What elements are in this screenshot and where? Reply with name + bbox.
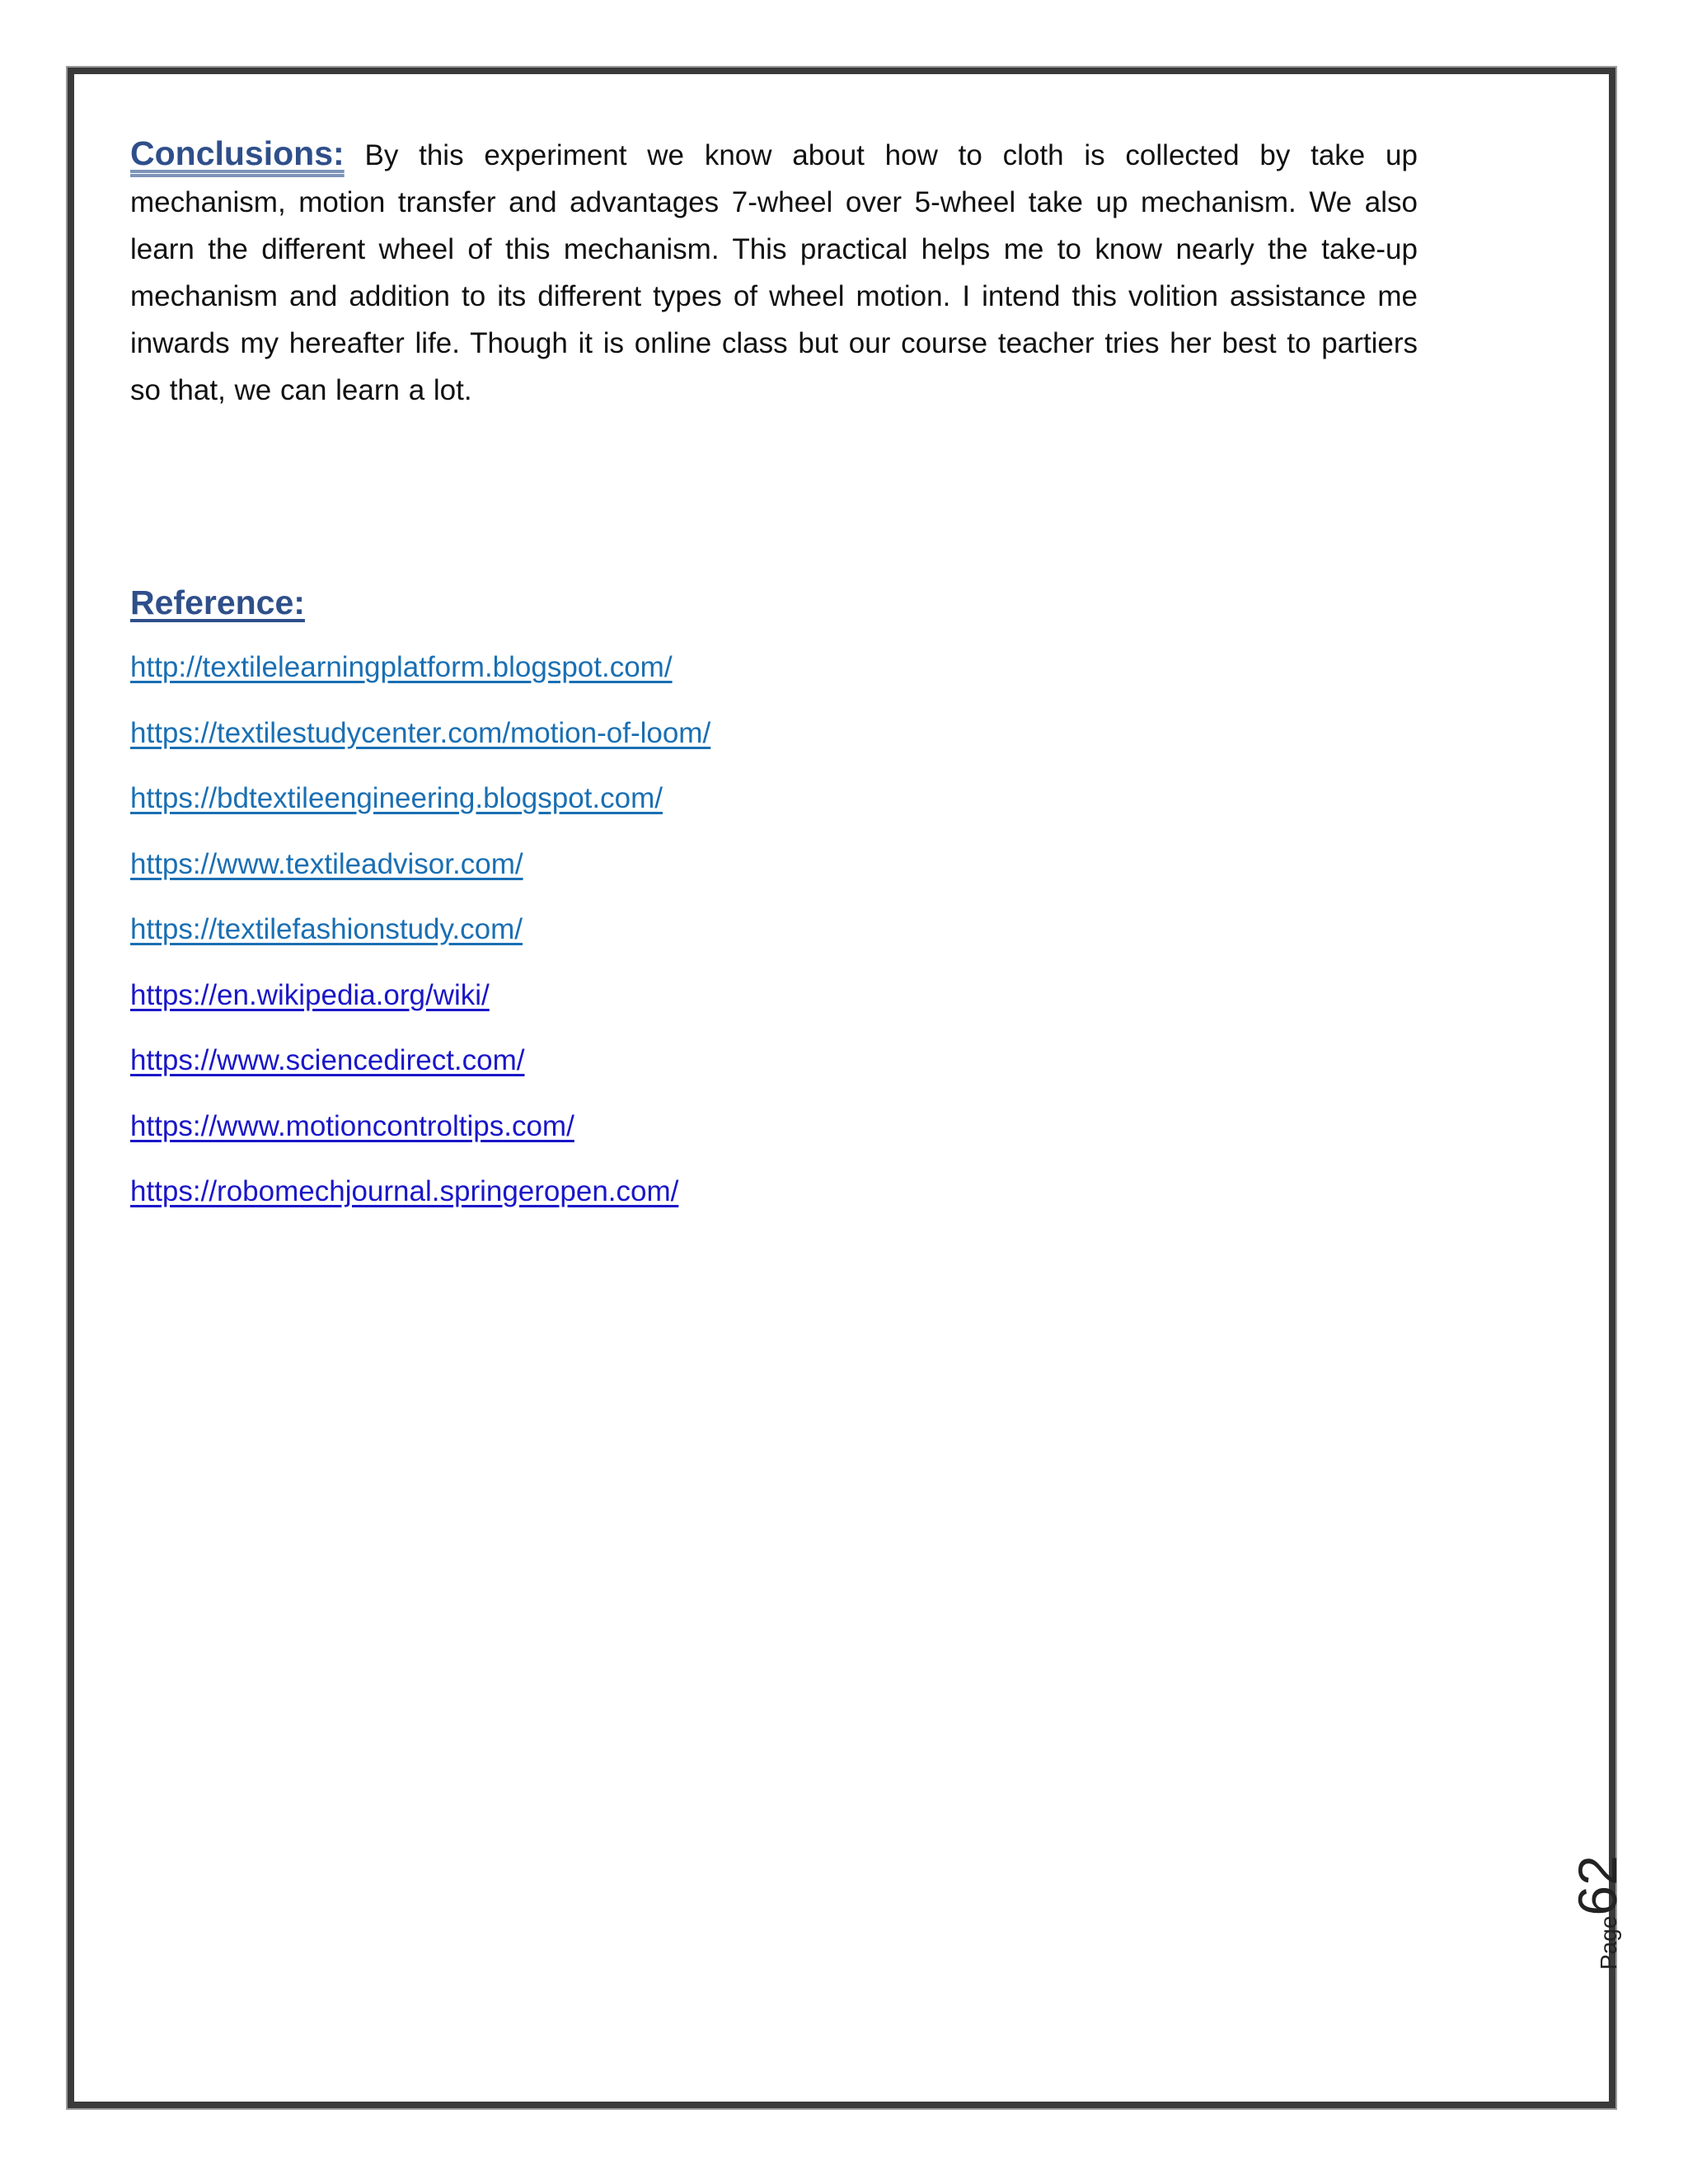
reference-link[interactable]: https://robomechjournal.springeropen.com/ (130, 1175, 679, 1207)
list-item (130, 979, 710, 1045)
list-item (130, 651, 710, 717)
list-item (130, 1110, 710, 1176)
reference-link[interactable]: http://textilelearningplatform.blogspot.com/ (130, 651, 673, 683)
reference-list (130, 651, 710, 1241)
reference-link[interactable]: https://www.textileadvisor.com/ (130, 847, 523, 880)
conclusions-text: By this experiment we know about how to cloth is collected by take up mechanism, motion transfer and advantages 7-wheel over 5-wheel take up mechanism. We also learn the different wheel of this mechanism. This practical helps me to know nearly the take-up mechanism and addition to its different types of wheel motion. I intend this volition assistance me inwards my hereafter life. Though it is online class but our course teacher tries her best to partiers so that, we can learn a lot. (130, 139, 1418, 406)
reference-link[interactable]: https://textilefashionstudy.com/ (130, 913, 523, 945)
conclusions-heading: Conclusions: (130, 134, 345, 172)
reference-link[interactable]: https://www.sciencedirect.com/ (130, 1044, 525, 1076)
page-number-value: 62 (1567, 1855, 1628, 1916)
reference-link[interactable]: https://bdtextileengineering.blogspot.com/ (130, 782, 663, 814)
reference-link[interactable]: https://textilestudycenter.com/motion-of-loom/ (130, 716, 711, 749)
list-item (130, 848, 710, 914)
conclusions-paragraph (130, 130, 1418, 414)
page-label: Page (1596, 1915, 1621, 1970)
list-item (130, 1044, 710, 1110)
list-item (130, 913, 710, 979)
list-item (130, 717, 710, 783)
document-content (130, 130, 1418, 1207)
reference-link[interactable]: https://en.wikipedia.org/wiki/ (130, 978, 490, 1011)
reference-heading: Reference: (130, 583, 305, 621)
list-item (130, 782, 710, 848)
list-item (130, 1175, 710, 1241)
page-number (1567, 1855, 1628, 1970)
reference-link[interactable]: https://www.motioncontroltips.com/ (130, 1109, 574, 1142)
